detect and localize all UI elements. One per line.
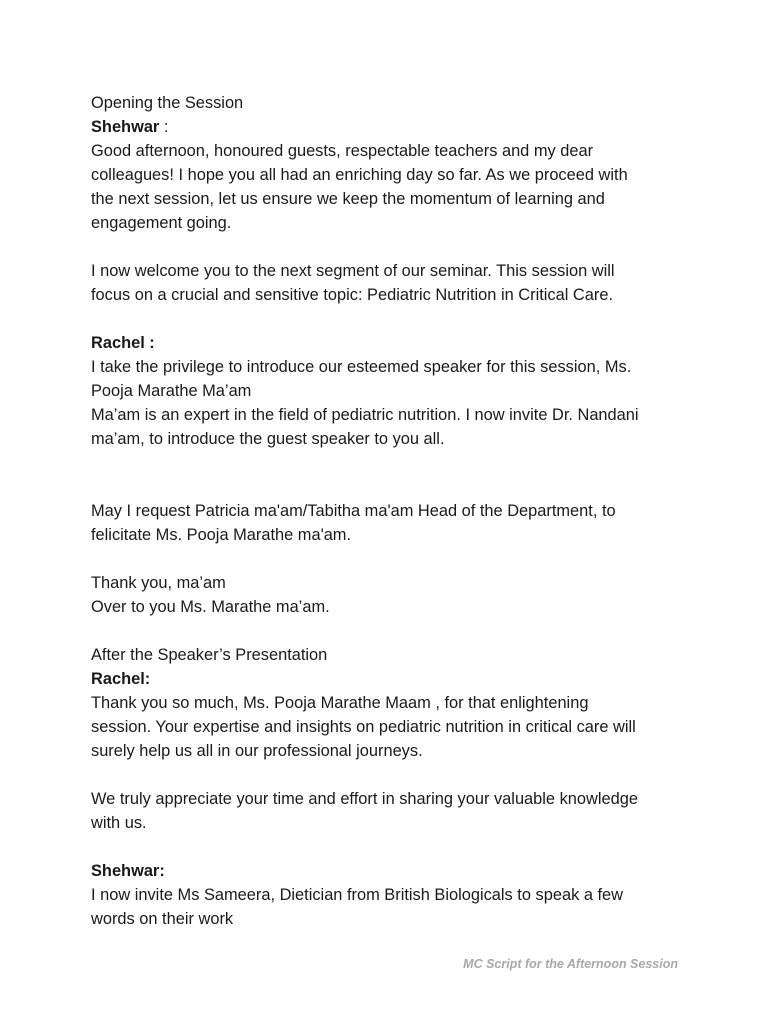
text-line: Pooja Marathe Ma’am (91, 382, 252, 400)
text-line: Thank you, ma’am (91, 574, 226, 592)
speaker-label-shehwar: Shehwar: (91, 862, 165, 880)
text-line: We truly appreciate your time and effort in sharing your valuable knowledge (91, 790, 638, 808)
speaker-label-shehwar (91, 115, 691, 139)
text-line: with us. (91, 814, 147, 832)
paragraph-speaker-intro (91, 355, 691, 451)
text-line: felicitate Ms. Pooja Marathe ma'am. (91, 526, 352, 544)
document-body (91, 91, 691, 931)
text-line: I take the privilege to introduce our esteemed speaker for this session, Ms. (91, 358, 632, 376)
speaker-name: Shehwar (91, 118, 160, 136)
paragraph-segment-intro (91, 259, 691, 307)
section-heading-after: After the Speaker’s Presentation (91, 646, 328, 664)
text-line: Ma’am is an expert in the field of pediatric nutrition. I now invite Dr. Nandani (91, 406, 639, 424)
text-line: May I request Patricia ma'am/Tabitha ma'am Head of the Department, to (91, 502, 616, 520)
paragraph-thanks (91, 691, 691, 763)
text-line: colleagues! I hope you all had an enriching day so far. As we proceed with (91, 166, 628, 184)
text-line: I now welcome you to the next segment of our seminar. This session will (91, 262, 615, 280)
paragraph-spacer (91, 547, 691, 571)
text-line: the next session, let us ensure we keep the momentum of learning and (91, 190, 605, 208)
text-line: session. Your expertise and insights on pediatric nutrition in critical care will (91, 718, 636, 736)
text-line: words on their work (91, 910, 234, 928)
paragraph-spacer (91, 451, 691, 499)
paragraph-appreciation (91, 787, 691, 835)
text-line: Thank you so much, Ms. Pooja Marathe Maam , for that enlightening (91, 694, 589, 712)
text-line: I now invite Ms Sameera, Dietician from British Biologicals to speak a few (91, 886, 623, 904)
section-heading-opening: Opening the Session (91, 94, 244, 112)
page-footer: MC Script for the Afternoon Session (463, 957, 678, 971)
paragraph-spacer (91, 763, 691, 787)
paragraph-spacer (91, 835, 691, 859)
paragraph-spacer (91, 619, 691, 643)
speaker-label-rachel: Rachel : (91, 334, 155, 352)
paragraph-spacer (91, 307, 691, 331)
paragraph-felicitation (91, 499, 691, 547)
text-line: Good afternoon, honoured guests, respectable teachers and my dear (91, 142, 594, 160)
paragraph-welcome (91, 139, 691, 235)
paragraph-spacer (91, 235, 691, 259)
speaker-name-suffix: : (159, 118, 169, 136)
speaker-label-rachel: Rachel: (91, 670, 151, 688)
text-line: focus on a crucial and sensitive topic: Pediatric Nutrition in Critical Care. (91, 286, 613, 304)
text-line: surely help us all in our professional journeys. (91, 742, 423, 760)
text-line: ma’am, to introduce the guest speaker to you all. (91, 430, 445, 448)
paragraph-handover (91, 571, 691, 619)
paragraph-next-invite (91, 883, 691, 931)
text-line: engagement going. (91, 214, 232, 232)
text-line: Over to you Ms. Marathe ma’am. (91, 598, 330, 616)
